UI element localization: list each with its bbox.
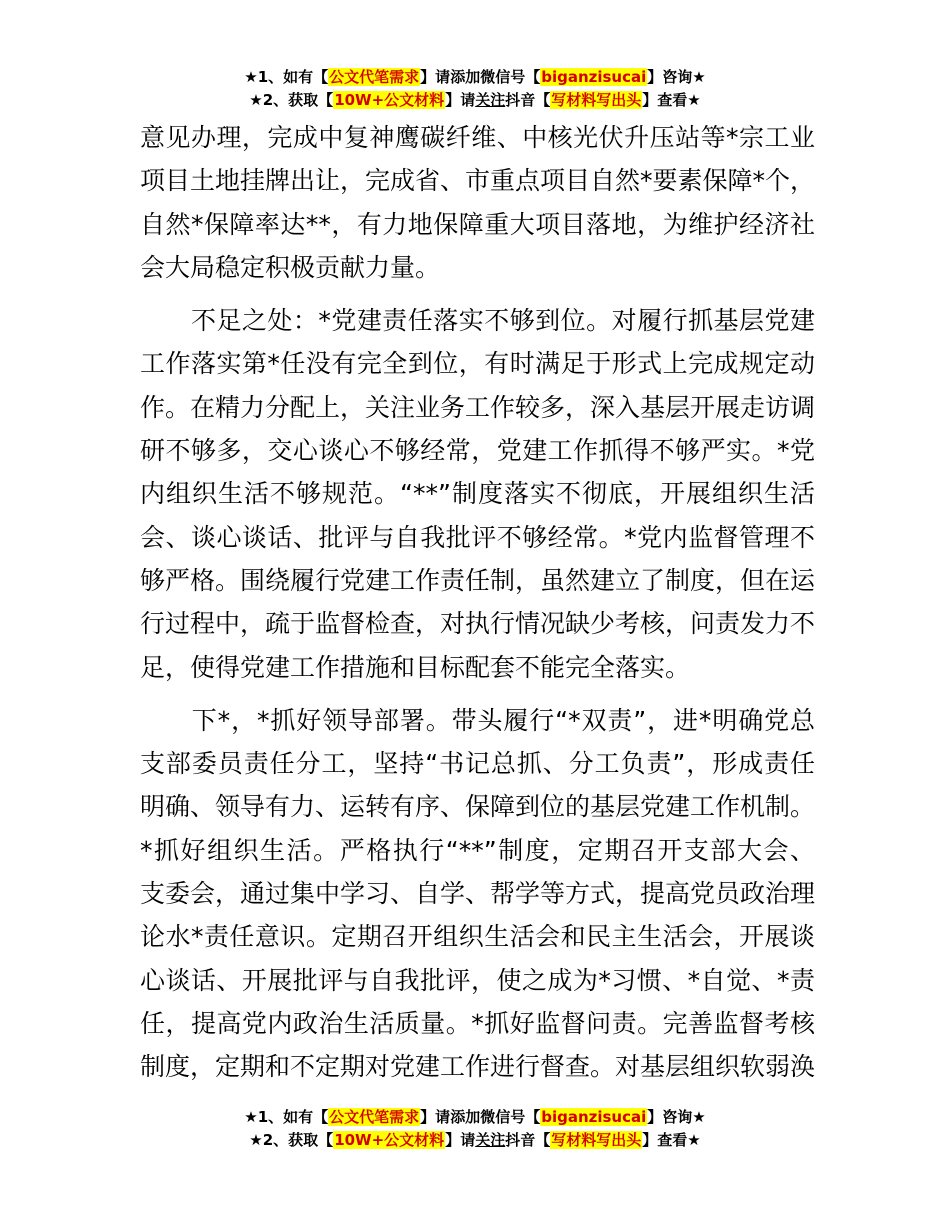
banner-highlight-service: 公文代笔需求 xyxy=(329,1108,420,1126)
text-line: 会、谈心谈话、批评与自我批评不够经常。*党内监督管理不 xyxy=(140,522,815,552)
header-banner xyxy=(0,66,950,112)
text-line: 制度，定期和不定期对党建工作进行督查。对基层组织软弱涣 xyxy=(140,1052,816,1082)
text-line: 项目土地挂牌出让，完成省、市重点项目自然*要素保障*个， xyxy=(140,166,816,196)
text-line: 足，使得党建工作措施和目标配套不能完全落实。 xyxy=(140,652,691,682)
banner-highlight-wechat: biganzisucai xyxy=(541,1108,647,1126)
text-line: 论水*责任意识。定期召开组织生活会和民主生活会，开展谈 xyxy=(140,922,815,952)
footer-banner xyxy=(0,1106,950,1152)
text-line: 够严格。围绕履行党建工作责任制，虽然建立了制度，但在运 xyxy=(140,565,816,595)
banner-highlight-douyin: 写材料写出头 xyxy=(551,91,642,109)
banner-highlight-wechat: biganzisucai xyxy=(541,68,647,86)
text-line: 支委会，通过集中学习、自学、帮学等方式，提高党员政治理 xyxy=(140,879,816,909)
text-line: 心谈话、开展批评与自我批评，使之成为*习惯、*自觉、*责 xyxy=(140,965,815,995)
banner-line-1: ★1、如有【公文代笔需求】请添加微信号【biganzisucai】咨询★ xyxy=(244,1108,706,1126)
text-line: 研不够多，交心谈心不够经常，党建工作抓得不够严实。*党 xyxy=(140,436,815,466)
banner-line-2: ★2、获取【10W+公文材料】请关注抖音【写材料写出头】查看★ xyxy=(249,1131,701,1149)
text-line: 明确、领导有力、运转有序、保障到位的基层党建工作机制。 xyxy=(140,792,816,822)
banner-highlight-service: 公文代笔需求 xyxy=(329,68,420,86)
text-line: 任，提高党内政治生活质量。*抓好监督问责。完善监督考核 xyxy=(140,1008,815,1038)
paragraph-3 xyxy=(140,699,815,1089)
text-line: 工作落实第*任没有完全到位，有时满足于形式上完成规定动 xyxy=(140,349,815,379)
paragraph-gap xyxy=(140,289,815,299)
text-line: 不足之处：*党建责任落实不够到位。对履行抓基层党建 xyxy=(140,306,815,336)
text-line: *抓好组织生活。严格执行“**”制度，定期召开支部大会、 xyxy=(140,835,815,865)
text-line: 自然*保障率达**，有力地保障重大项目落地，为维护经济社 xyxy=(140,209,815,239)
paragraph-gap xyxy=(140,689,815,699)
text-line: 意见办理，完成中复神鹰碳纤维、中核光伏升压站等*宗工业 xyxy=(140,123,815,152)
document-body xyxy=(140,116,815,1089)
banner-highlight-materials: 10W+公文材料 xyxy=(334,1131,445,1149)
text-line: 会大局稳定积极贡献力量。 xyxy=(140,252,441,282)
banner-highlight-douyin: 写材料写出头 xyxy=(551,1131,642,1149)
text-line: 内组织生活不够规范。“**”制度落实不彻底，开展组织生活 xyxy=(140,479,815,509)
paragraph-1 xyxy=(140,116,815,289)
text-line: 作。在精力分配上，关注业务工作较多，深入基层开展走访调 xyxy=(140,392,816,422)
text-line: 支部委员责任分工，坚持“书记总抓、分工负责”，形成责任 xyxy=(140,749,815,779)
text-line: 下*，*抓好领导部署。带头履行“*双责”，进*明确党总 xyxy=(140,705,815,735)
banner-line-1: ★1、如有【公文代笔需求】请添加微信号【biganzisucai】咨询★ xyxy=(244,68,706,86)
paragraph-2 xyxy=(140,299,815,689)
text-line: 行过程中，疏于监督检查，对执行情况缺少考核，问责发力不 xyxy=(140,609,816,639)
banner-highlight-materials: 10W+公文材料 xyxy=(334,91,445,109)
banner-line-2: ★2、获取【10W+公文材料】请关注抖音【写材料写出头】查看★ xyxy=(249,91,701,109)
